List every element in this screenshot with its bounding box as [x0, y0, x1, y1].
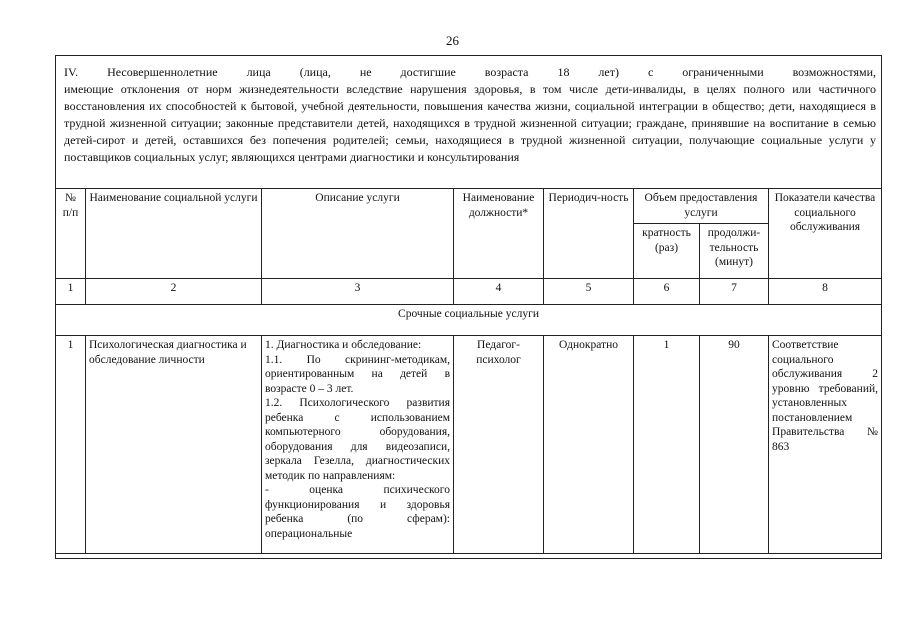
header-service-name: Наименование социальной услуги	[86, 189, 262, 279]
column-number: 6	[634, 279, 700, 305]
table-row	[56, 336, 882, 554]
column-number: 2	[86, 279, 262, 305]
column-number: 4	[454, 279, 544, 305]
column-number: 7	[700, 279, 769, 305]
section-intro	[64, 64, 876, 166]
row-periodicity: Однократно	[544, 336, 634, 554]
row-num: 1	[56, 336, 86, 554]
description-line: - оценка психического функционирования и здоровья ребенка (по сферам): операциональные	[265, 484, 450, 540]
row-description	[262, 336, 454, 554]
row-frequency: 1	[634, 336, 700, 554]
header-num: № п/п	[56, 189, 86, 279]
description-line: 1.1. По скрининг-методикам, ориентированным на детей в возрасте 0 – 3 лет.	[265, 353, 450, 395]
header-frequency: кратность (раз)	[634, 224, 700, 279]
row-position: Педагог-психолог	[454, 336, 544, 554]
column-number: 8	[769, 279, 882, 305]
section-title: Срочные социальные услуги	[56, 305, 882, 336]
description-line: 1.2. Психологического развития ребенка с использованием компьютерного оборудования, оборудования для видеозаписи, зеркала Гезелла, диагностических методик по направлениям:	[265, 397, 450, 482]
intro-text: имеющие отклонения от норм жизнедеятельности вследствие нарушения здоровья, в том числе дети-инвалиды, в целях полного или частичного восстановления их способностей к бытовой, учебной деятельности, повышения качества жизни, социальной интеграции в общество; дети, находящиеся в трудной жизненной ситуации; законные представители детей, находящихся в трудной жизненной ситуации; граждане, принявшие на воспитание в семью детей-сирот и детей, оставшихся без попечения родителей; семьи, находящиеся в трудной жизненной ситуации, получающие социальные услуги у поставщиков социальных услуг, являющихся центрами диагностики и консультирования	[64, 82, 876, 164]
header-description: Описание услуги	[262, 189, 454, 279]
page-number: 26	[446, 33, 459, 48]
header-position: Наименование должности*	[454, 189, 544, 279]
column-number: 1	[56, 279, 86, 305]
header-periodicity: Периодич-ность	[544, 189, 634, 279]
column-number-row	[56, 279, 882, 305]
row-duration: 90	[700, 336, 769, 554]
description-line: 1. Диагностика и обследование:	[265, 339, 422, 351]
row-quality: Соответствие социального обслуживания 2 уровню требований, установленных постановлением Правительства № 863	[769, 336, 882, 554]
header-row	[56, 189, 882, 224]
header-volume: Объем предоставления услуги	[634, 189, 769, 224]
intro-first-line: IV. Несовершеннолетние лица (лица, не достигшие возраста 18 лет) с ограниченными возможностями,	[64, 65, 876, 79]
column-number: 5	[544, 279, 634, 305]
services-table	[55, 188, 882, 554]
header-quality: Показатели качества социального обслуживания	[769, 189, 882, 279]
section-row	[56, 305, 882, 336]
row-service-name: Психологическая диагностика и обследование личности	[86, 336, 262, 554]
header-duration: продолжи-тельность (минут)	[700, 224, 769, 279]
column-number: 3	[262, 279, 454, 305]
document-frame	[55, 55, 882, 559]
